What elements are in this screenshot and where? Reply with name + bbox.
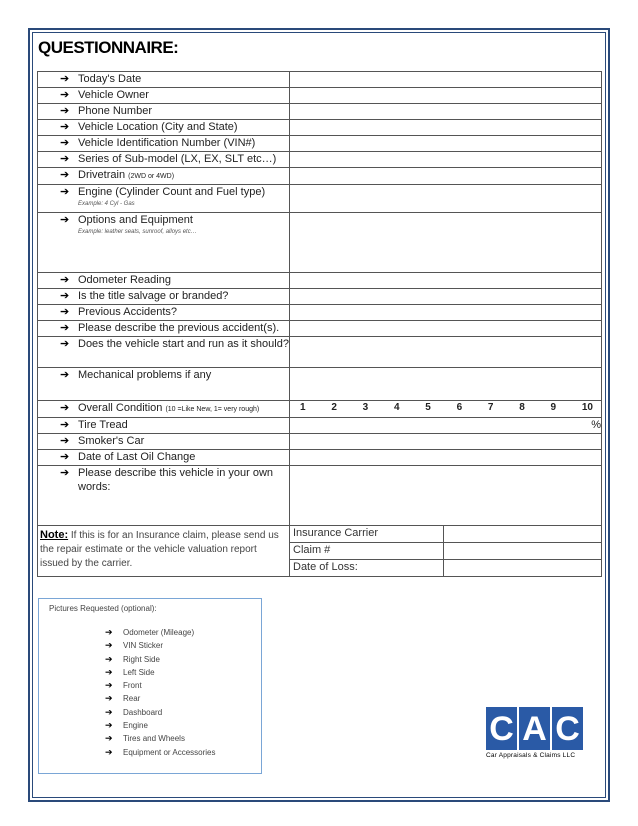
row-label: ➔ Please describe this vehicle in your own words: [38,466,290,526]
arrow-icon: ➔ [60,169,70,181]
answer-field[interactable] [290,152,602,168]
list-item: ➔ Right Side [105,653,216,666]
arrow-icon: ➔ [60,105,70,117]
row-label: ➔ Smoker's Car [38,434,290,450]
claim-number-label: Claim # [290,543,444,560]
answer-field[interactable] [290,88,602,104]
tire-tread-field[interactable] [290,418,602,434]
insurance-carrier-label: Insurance Carrier [290,526,444,543]
answer-field[interactable] [290,185,602,213]
date-of-loss-label: Date of Loss: [290,560,444,577]
answer-field[interactable] [290,273,602,289]
list-item: ➔ VIN Sticker [105,639,216,652]
arrow-icon: ➔ [60,274,70,286]
rating-option[interactable]: 5 [425,402,431,413]
pictures-list [105,626,216,759]
pictures-requested-box [38,598,262,774]
arrow-icon: ➔ [60,435,70,447]
rating-option[interactable]: 10 [581,402,593,413]
arrow-icon: ➔ [105,666,113,677]
arrow-icon: ➔ [60,402,70,414]
answer-field[interactable] [290,337,602,368]
arrow-icon: ➔ [60,73,70,85]
row-label: ➔ Options and Equipment Example: leather seats, sunroof, alloys etc… [38,213,290,273]
insurance-carrier-field[interactable] [444,526,602,543]
row-label: ➔ Series of Sub-model (LX, EX, SLT etc…) [38,152,290,168]
row-label: ➔ Odometer Reading [38,273,290,289]
arrow-icon: ➔ [60,369,70,381]
arrow-icon: ➔ [105,746,113,757]
arrow-icon: ➔ [60,419,70,431]
list-item: ➔ Engine [105,719,216,732]
arrow-icon: ➔ [60,89,70,101]
rating-option[interactable]: 3 [362,402,369,413]
answer-field[interactable] [290,466,602,526]
arrow-icon: ➔ [60,214,70,226]
row-label: ➔ Please describe the previous accident(s). [38,321,290,337]
rating-option[interactable]: 2 [331,402,337,413]
percent-unit: % [591,419,601,431]
condition-rating [290,401,602,418]
row-label: ➔ Date of Last Oil Change [38,450,290,466]
arrow-icon: ➔ [105,693,113,704]
arrow-icon: ➔ [60,467,70,479]
arrow-icon: ➔ [60,306,70,318]
arrow-icon: ➔ [105,720,113,731]
arrow-icon: ➔ [60,290,70,302]
row-label: ➔ Engine (Cylinder Count and Fuel type) Example: 4 Cyl - Gas [38,185,290,213]
row-label: ➔ Overall Condition (10 =Like New, 1= very rough) [38,401,290,418]
questionnaire-table [37,71,602,577]
answer-field[interactable] [290,368,602,401]
logo-letter: C [486,707,517,750]
logo-letter: A [519,707,550,750]
answer-field[interactable] [290,213,602,273]
arrow-icon: ➔ [105,706,113,717]
rating-option[interactable]: 6 [456,402,463,413]
arrow-icon: ➔ [60,153,70,165]
arrow-icon: ➔ [60,121,70,133]
company-name: Car Appraisals & Claims LLC [486,752,576,759]
arrow-icon: ➔ [60,451,70,463]
rating-option[interactable]: 9 [550,402,557,413]
row-label: ➔ Is the title salvage or branded? [38,289,290,305]
list-item: ➔ Equipment or Accessories [105,746,216,759]
rating-option[interactable]: 1 [300,402,306,413]
answer-field[interactable] [290,450,602,466]
row-label: ➔ Mechanical problems if any [38,368,290,401]
answer-field[interactable] [290,168,602,185]
row-label: ➔ Previous Accidents? [38,305,290,321]
answer-field[interactable] [290,72,602,88]
answer-field[interactable] [290,289,602,305]
date-of-loss-field[interactable] [444,560,602,577]
row-label: ➔ Today's Date [38,72,290,88]
arrow-icon: ➔ [60,338,70,350]
list-item: ➔ Dashboard [105,706,216,719]
answer-field[interactable] [290,434,602,450]
logo-letter: C [552,707,583,750]
arrow-icon: ➔ [105,653,113,664]
row-label: ➔ Does the vehicle start and run as it should? [38,337,290,368]
list-item: ➔ Odometer (Mileage) [105,626,216,639]
row-label: ➔ Vehicle Owner [38,88,290,104]
cac-logo [486,707,585,759]
rating-option[interactable]: 4 [393,402,400,413]
list-item: ➔ Front [105,679,216,692]
row-label: ➔ Tire Tread [38,418,290,434]
row-label: ➔ Drivetrain (2WD or 4WD) [38,168,290,185]
rating-option[interactable]: 8 [519,402,525,413]
arrow-icon: ➔ [105,640,113,651]
answer-field[interactable] [290,120,602,136]
arrow-icon: ➔ [105,627,113,637]
answer-field[interactable] [290,104,602,120]
rating-option[interactable]: 7 [487,402,494,413]
list-item: ➔ Rear [105,692,216,705]
answer-field[interactable] [290,136,602,152]
arrow-icon: ➔ [105,733,113,744]
row-label: ➔ Phone Number [38,104,290,120]
arrow-icon: ➔ [60,186,70,198]
row-label: ➔ Vehicle Identification Number (VIN#) [38,136,290,152]
answer-field[interactable] [290,321,602,337]
arrow-icon: ➔ [60,137,70,149]
questionnaire-title: QUESTIONNAIRE: [38,38,179,57]
pictures-title: Pictures Requested (optional): [49,604,157,613]
claim-number-field[interactable] [444,543,602,560]
arrow-icon: ➔ [105,680,113,691]
insurance-note: Note: If this is for an Insurance claim, please send us the repair estimate or the vehicle valuation report issued by the carrier. [38,526,290,577]
list-item: ➔ Left Side [105,666,216,679]
answer-field[interactable] [290,305,602,321]
row-label: ➔ Vehicle Location (City and State) [38,120,290,136]
arrow-icon: ➔ [60,322,70,334]
list-item: ➔ Tires and Wheels [105,732,216,745]
